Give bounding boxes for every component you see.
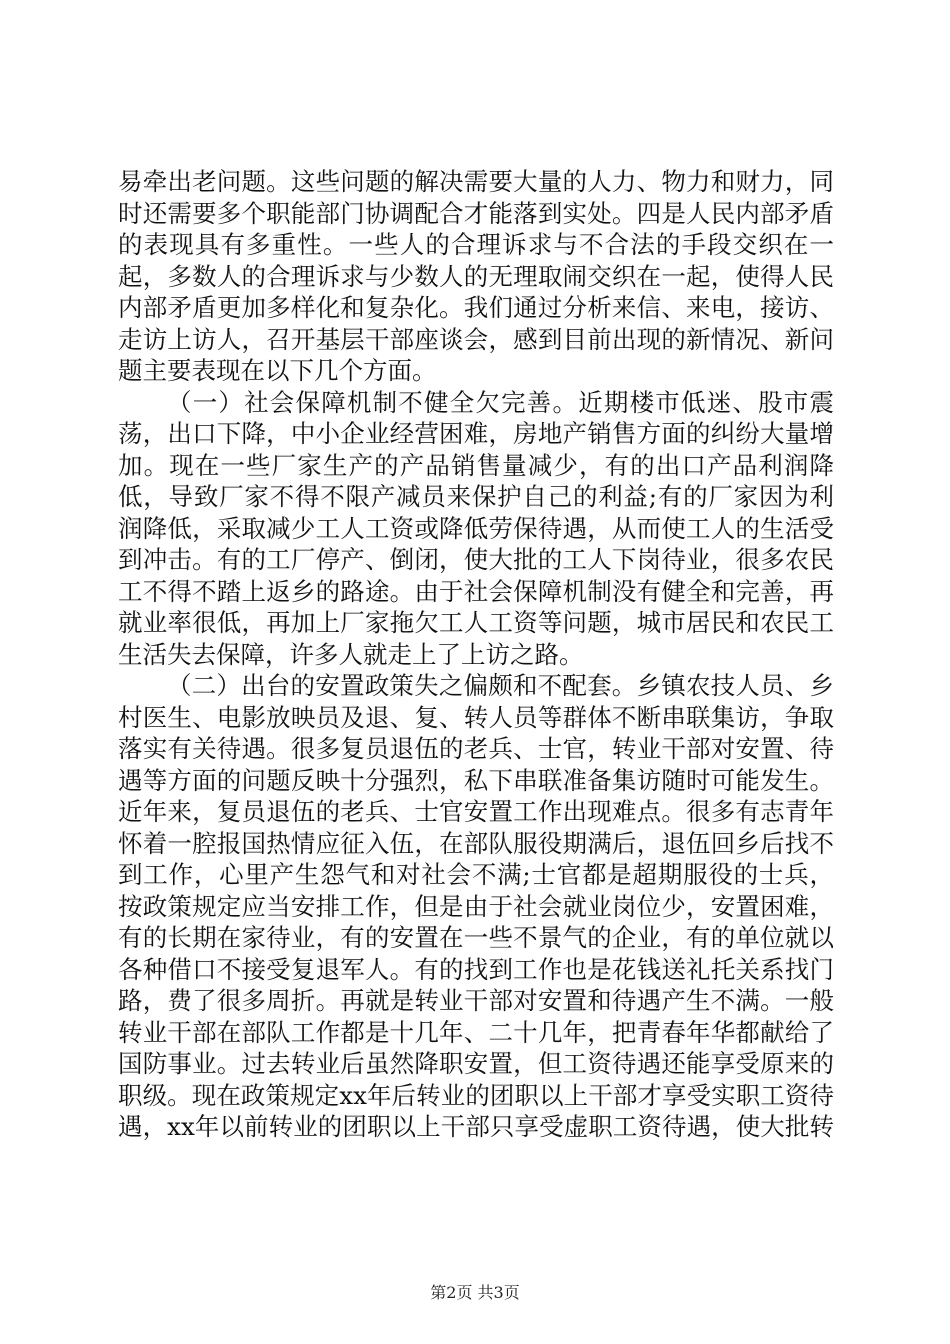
document-body — [118, 166, 834, 1143]
page-footer: 第2页 共3页 — [430, 1283, 520, 1302]
paragraph-resettlement-policy: （二）出台的安置政策失之偏颇和不配套。乡镇农技人员、乡村医生、电影放映员及退、复、转人员等群体不断串联集访，争取落实有关待遇。很多复员退伍的老兵、士官，转业干部对安置、待遇等方面的问题反映十分强烈，私下串联准备集访随时可能发生。近年来，复员退伍的老兵、士官安置工作出现难点。很多有志青年怀着一腔报国热情应征入伍，在部队服役期满后，退伍回乡后找不到工作，心里产生怨气和对社会不满;士官都是超期服役的士兵，按政策规定应当安排工作，但是由于社会就业岗位少，安置困难，有的长期在家待业，有的安置在一些不景气的企业，有的单位就以各种借口不接受复退军人。有的找到工作也是花钱送礼托关系找门路，费了很多周折。再就是转业干部对安置和待遇产生不满。一般转业干部在部队工作都是十几年、二十几年，把青春年华都献给了国防事业。过去转业后虽然降职安置，但工资待遇还能享受原来的职级。现在政策规定xx年后转业的团职以上干部才享受实职工资待遇，xx年以前转业的团职以上干部只享受虚职工资待遇，使大批转 — [118, 671, 834, 1141]
paragraph-continuation: 易牵出老问题。这些问题的解决需要大量的人力、物力和财力，同时还需要多个职能部门协调配合才能落到实处。四是人民内部矛盾的表现具有多重性。一些人的合理诉求与不合法的手段交织在一起，多数人的合理诉求与少数人的无理取闹交织在一起，使得人民内部矛盾更加多样化和复杂化。我们通过分析来信、来电，接访、走访上访人，召开基层干部座谈会，感到目前出现的新情况、新问题主要表现在以下几个方面。 — [118, 167, 834, 385]
paragraph-social-security: （一）社会保障机制不健全欠完善。近期楼市低迷、股市震荡，出口下降，中小企业经营困难，房地产销售方面的纠纷大量增加。现在一些厂家生产的产品销售量减少，有的出口产品利润降低，导致厂家不得不限产减员来保护自己的利益;有的厂家因为利润降低，采取减少工人工资或降低劳保待遇，从而使工人的生活受到冲击。有的工厂停产、倒闭，使大批的工人下岗待业，很多农民工不得不踏上返乡的路途。由于社会保障机制没有健全和完善，再就业率很低，再加上厂家拖欠工人工资等问题，城市居民和农民工生活失去保障，许多人就走上了上访之路。 — [118, 387, 834, 669]
